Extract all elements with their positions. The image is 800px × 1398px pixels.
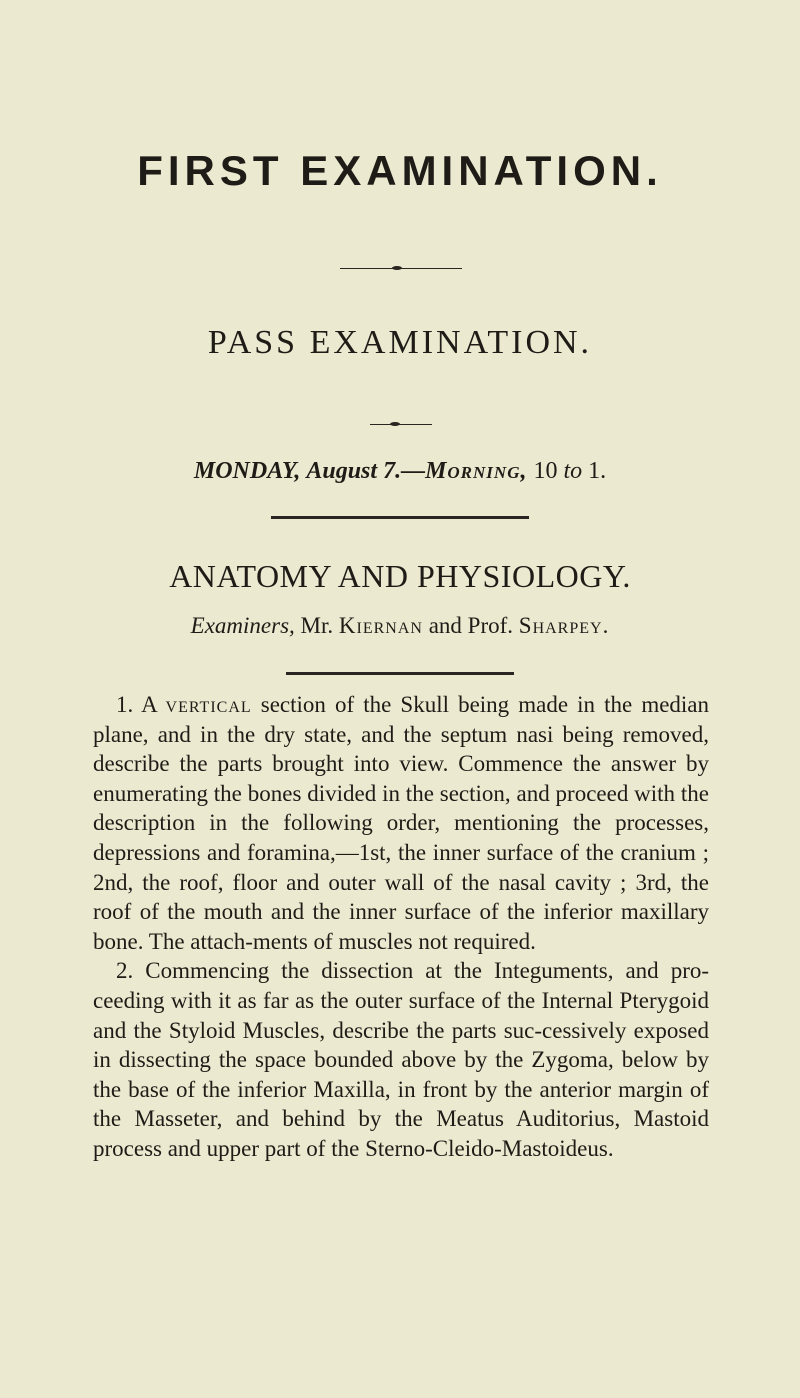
examiners-line [0, 614, 800, 637]
dateline-to: to [563, 458, 583, 484]
ornament-diamond-top [392, 266, 402, 270]
examiner-1-title: Mr. [300, 613, 334, 638]
question-2-text: Commencing the dissection at the Integuments, and pro-ceeding with it as far as the outer surface of the Internal Pterygoid and the Styloid Muscles, describe the parts suc-cessively exposed in dissecting the space bounded above by the Zygoma, below by the base of the inferior Maxilla, in front by the anterior margin of the Masseter, and behind by the Meatus Auditorius, Mastoid process and upper part of the Sterno-Cleido-Mastoideus. [93, 958, 710, 1161]
rule-below-examiners [286, 672, 514, 675]
question-2 [93, 956, 709, 1163]
question-1-lead: A [141, 692, 157, 717]
page-title: FIRST EXAMINATION. [137, 147, 663, 194]
question-2-number: 2. [116, 958, 134, 984]
page-subtitle: PASS EXAMINATION. [207, 324, 593, 361]
question-1-text: section of the Skull being made in the median plane, and in the dry state, and the septum nasi being removed, describe the parts brought into view. Commence the answer by enumerating the bones divided in the section, and proceed with the description in the following order, mentioning the processes, depressions and foramina,—1st, the inner surface of the cranium ; 2nd, the roof, floor and outer wall of the nasal cavity ; 3rd, the roof of the mouth and the inner surface of the inferior maxillary bone. The attach-ments of muscles not required. [93, 692, 710, 954]
ornament-rule-middle [370, 424, 432, 425]
question-1-lead-caps: vertical [165, 692, 252, 717]
dateline [0, 459, 800, 483]
dateline-month: August [306, 458, 378, 484]
examiner-2-title: Prof. [467, 613, 514, 638]
questions-body [93, 690, 709, 1164]
examiners-label: Examiners, [190, 613, 295, 638]
dateline-session: Morning, [425, 458, 528, 484]
examiner-2-name: Sharpey. [518, 613, 610, 638]
section-heading: ANATOMY AND PHYSIOLOGY. [169, 558, 631, 594]
dateline-time-to: 1. [588, 458, 607, 484]
rule-above-heading [271, 516, 529, 519]
ornament-diamond-middle [390, 422, 400, 426]
dateline-time-from: 10 [533, 458, 558, 484]
question-1 [93, 690, 709, 956]
dateline-date: 7.— [383, 458, 426, 484]
examiners-conjunction: and [428, 613, 462, 638]
examiner-1-name: Kiernan [338, 613, 423, 638]
dateline-day: MONDAY, [193, 458, 301, 484]
question-1-number: 1. [116, 692, 134, 717]
